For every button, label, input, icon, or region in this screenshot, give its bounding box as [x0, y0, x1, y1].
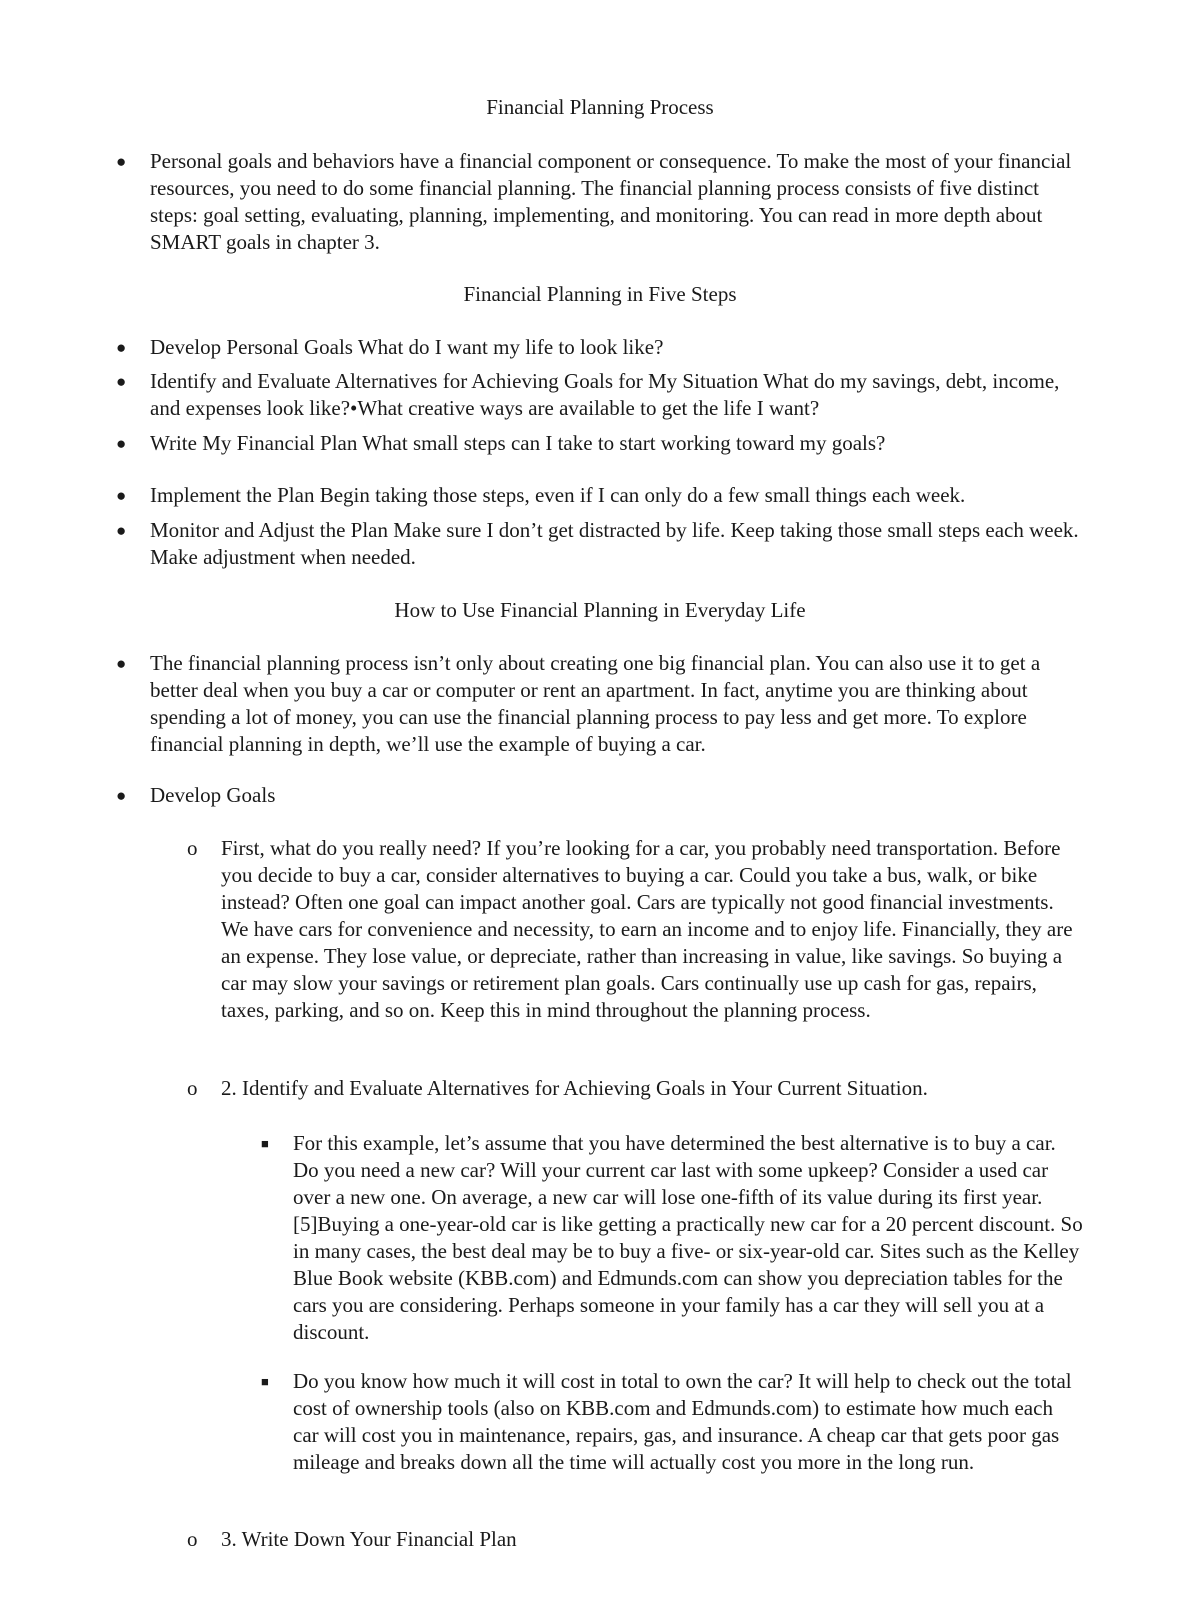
heading-financial-planning-process: Financial Planning Process	[486, 95, 714, 119]
list-item-text: Write My Financial Plan What small steps can I take to start working toward my goals?	[150, 431, 886, 455]
sub-list-item	[187, 1526, 1081, 1553]
square-marker: ■	[261, 1374, 269, 1389]
bullet-marker: ●	[116, 486, 127, 505]
list-item-text: 2. Identify and Evaluate Alternatives for Achieving Goals in Your Current Situation.	[221, 1076, 928, 1100]
bullet-marker: ●	[116, 152, 127, 171]
bullet-marker: ●	[116, 338, 127, 357]
sub-sub-list-item	[261, 1130, 1083, 1346]
list-item-text: Monitor and Adjust the Plan Make sure I don’t get distracted by life. Keep taking those small steps each week. Make adjustment when needed.	[150, 518, 1079, 569]
list-item	[116, 782, 1080, 809]
bullet-marker: ●	[116, 521, 127, 540]
sub-list-item	[187, 835, 1081, 1024]
list-item-text: Personal goals and behaviors have a financial component or consequence. To make the most of your financial resources, you need to do some financial planning. The financial planning process consists of five distinct steps: goal setting, evaluating, planning, implementing, and monitoring. You can read in more depth about SMART goals in chapter 3.	[150, 149, 1072, 254]
list-item-text: The financial planning process isn’t only about creating one big financial plan. You can also use it to get a better deal when you buy a car or computer or rent an apartment. In fact, anytime you are thinking about spending a lot of money, you can use the financial planning process to pay less and get more. To explore financial planning in depth, we’ll use the example of buying a car.	[150, 651, 1041, 756]
list-item-text: Develop Personal Goals What do I want my life to look like?	[150, 335, 664, 359]
list-item	[116, 334, 1080, 361]
list-item-text: For this example, let’s assume that you have determined the best alternative is to buy a car. Do you need a new car? Will your current car last with some upkeep? Consider a used car over a new one. On average, a new car will lose one-fifth of its value during its first year.[5]Buying a one-year-old car is like getting a practically new car for a 20 percent discount. So in many cases, the best deal may be to buy a five- or six-year-old car. Sites such as the Kelley Blue Book website (KBB.com) and Edmunds.com can show you depreciation tables for the cars you are considering. Perhaps someone in your family has a car they will sell you at a discount.	[293, 1131, 1083, 1344]
bullet-marker: ●	[116, 654, 127, 673]
list-item-text: Do you know how much it will cost in total to own the car? It will help to check out the total cost of ownership tools (also on KBB.com and Edmunds.com) to estimate how much each car will cost you in maintenance, repairs, gas, and insurance. A cheap car that gets poor gas mileage and breaks down all the time will actually cost you more in the long run.	[293, 1369, 1072, 1474]
list-item-text: 3. Write Down Your Financial Plan	[221, 1527, 517, 1551]
circle-marker: o	[187, 1076, 198, 1100]
sub-list-item	[187, 1075, 1081, 1102]
list-item-text: Develop Goals	[150, 783, 276, 807]
circle-marker: o	[187, 1527, 198, 1551]
bullet-marker: ●	[116, 434, 127, 453]
heading-five-steps: Financial Planning in Five Steps	[463, 282, 737, 306]
list-item	[116, 148, 1080, 256]
bullet-marker: ●	[116, 786, 127, 805]
list-item	[116, 368, 1080, 422]
list-item	[116, 650, 1080, 758]
list-item-text: First, what do you really need? If you’re looking for a car, you probably need transportation. Before you decide to buy a car, consider alternatives to buying a car. Could you take a bus, walk, or bike instead? Often one goal can impact another goal. Cars are typically not good financial investments. We have cars for convenience and necessity, to earn an income and to enjoy life. Financially, they are an expense. They lose value, or depreciate, rather than increasing in value, like savings. So buying a car may slow your savings or retirement plan goals. Cars continually use up cash for gas, repairs, taxes, parking, and so on. Keep this in mind throughout the planning process.	[221, 836, 1073, 1022]
list-item	[116, 482, 1080, 509]
square-marker: ■	[261, 1136, 269, 1151]
list-item-text: Identify and Evaluate Alternatives for Achieving Goals for My Situation What do my savings, debt, income, and expenses look like?•What creative ways are available to get the life I want?	[150, 369, 1060, 420]
circle-marker: o	[187, 836, 198, 860]
heading-everyday-life: How to Use Financial Planning in Everyday Life	[394, 598, 806, 622]
sub-sub-list-item	[261, 1368, 1083, 1476]
list-item-text: Implement the Plan Begin taking those steps, even if I can only do a few small things each week.	[150, 483, 966, 507]
list-item	[116, 430, 1080, 457]
bullet-marker: ●	[116, 372, 127, 391]
list-item	[116, 517, 1080, 571]
